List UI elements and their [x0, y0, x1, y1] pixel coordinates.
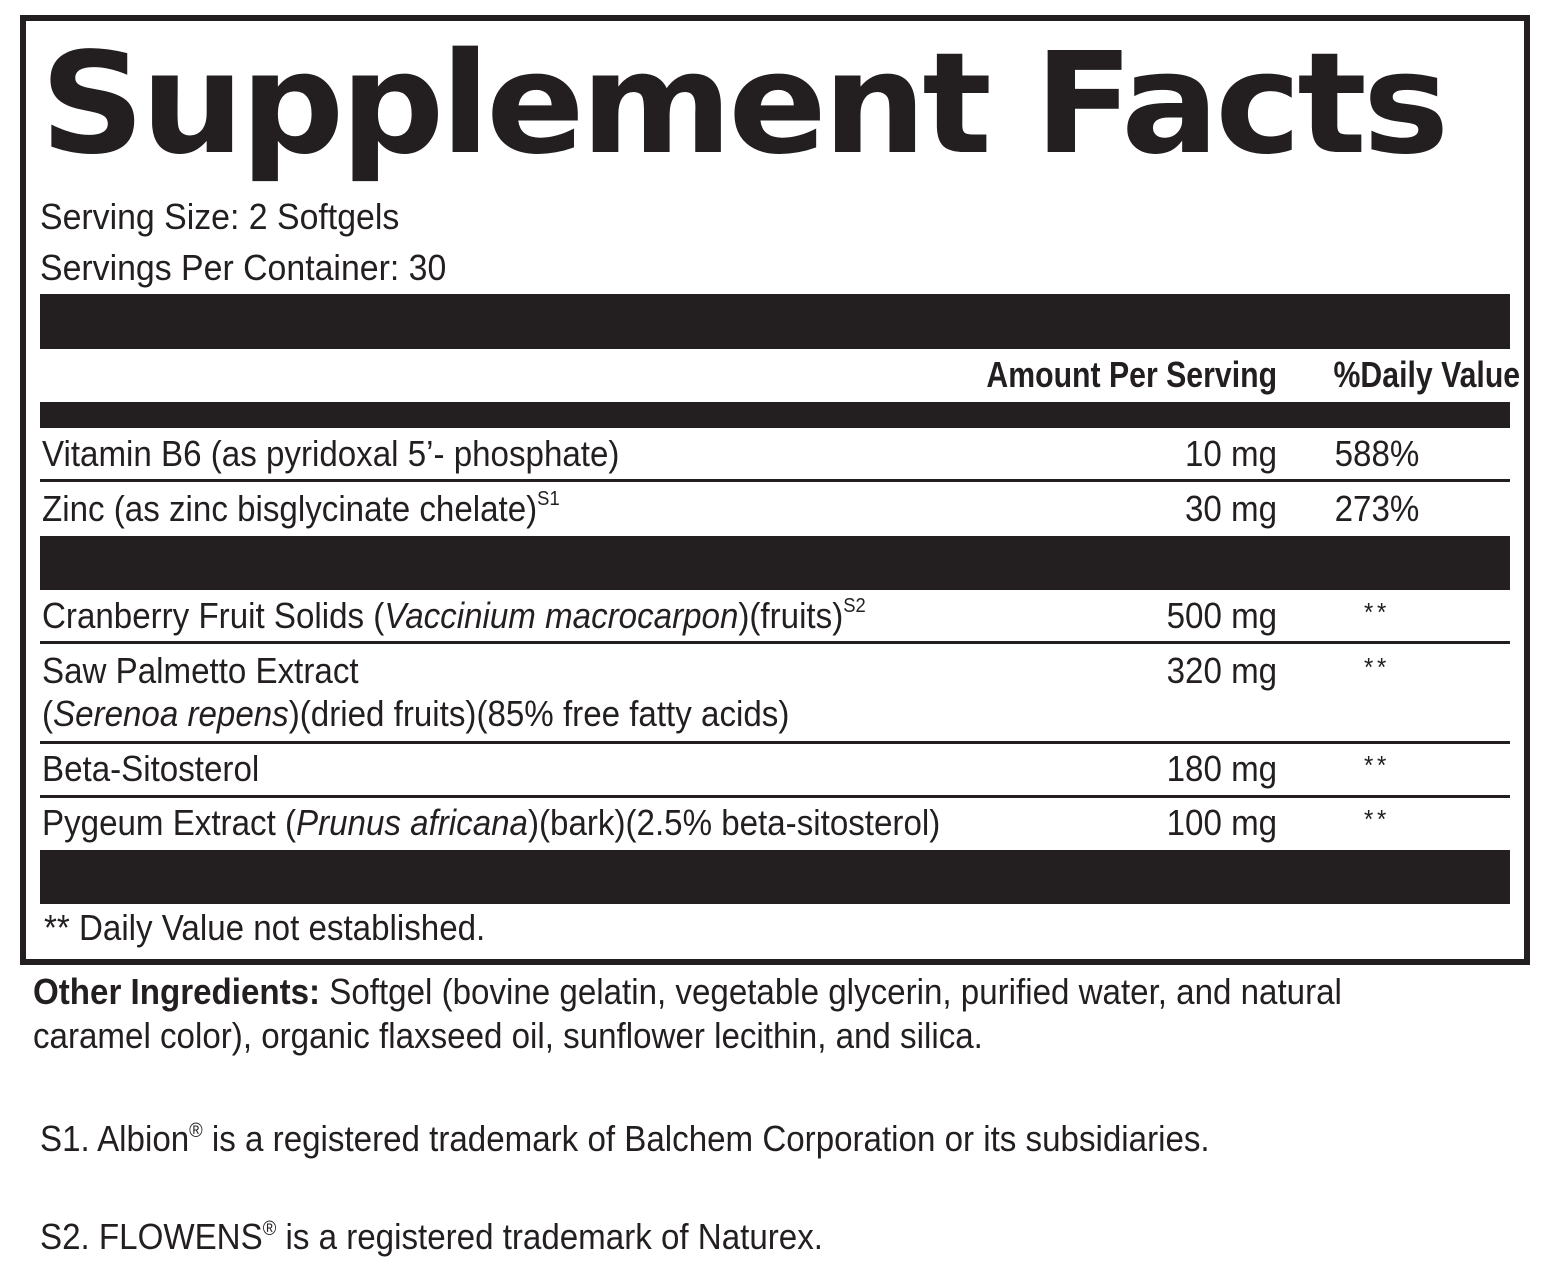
servings-per-container: Servings Per Container: 30 [40, 247, 447, 288]
ingredient-amount: 100 mg [1166, 802, 1277, 843]
thick-divider-bar [40, 850, 1510, 904]
row-divider [40, 479, 1510, 482]
footnote-marker: S2 [843, 595, 866, 617]
daily-value-header: %Daily Value [1333, 354, 1520, 395]
row-divider [40, 741, 1510, 744]
thick-divider-bar [40, 294, 1510, 349]
amount-per-serving-header: Amount Per Serving [986, 354, 1277, 395]
ingredient-name: Saw Palmetto Extract [42, 650, 359, 691]
ingredient-amount: 500 mg [1166, 595, 1277, 636]
panel-title: Supplement Facts [40, 23, 1446, 186]
ingredient-name-continued: (Serenoa repens)(dried fruits)(85% free fatty acids) [42, 693, 790, 734]
nutrient-amount: 30 mg [1184, 488, 1277, 529]
other-ingredients-label: Other Ingredients: [33, 971, 321, 1012]
trademark-note-s2: S2. FLOWENS® is a registered trademark of Naturex. [40, 1216, 823, 1257]
row-divider [40, 641, 1510, 644]
ingredient-daily-value: ** [1364, 804, 1390, 834]
trademark-note-s1: S1. Albion® is a registered trademark of Balchem Corporation or its subsidiaries. [40, 1118, 1210, 1159]
daily-value-footnote: ** Daily Value not established. [44, 907, 486, 948]
nutrient-name: Zinc (as zinc bisglycinate chelate)$^{S1}$ [42, 488, 560, 529]
medium-divider-bar [40, 402, 1510, 428]
ingredient-daily-value: ** [1364, 750, 1390, 780]
ingredient-name: Pygeum Extract (Prunus africana)(bark)(2.5% beta-sitosterol) [42, 802, 941, 843]
nutrient-daily-value: 273% [1334, 488, 1420, 529]
row-divider [40, 795, 1510, 798]
other-ingredients-text: Softgel (bovine gelatin, vegetable glycerin, purified water, and natural caramel color), organic flaxseed oil, sunflower lecithin, and silica. [33, 971, 1342, 1056]
thick-divider-bar [40, 536, 1510, 590]
ingredient-amount: 320 mg [1166, 650, 1277, 691]
supplement-facts-panel [20, 15, 1530, 965]
ingredient-amount: 180 mg [1166, 748, 1277, 789]
nutrient-name: Vitamin B6 (as pyridoxal 5’- phosphate) [42, 433, 620, 474]
ingredient-daily-value: ** [1364, 597, 1390, 627]
ingredient-name: Cranberry Fruit Solids (Vaccinium macrocarpon)(fruits)$^{S2}$ [42, 595, 866, 636]
ingredient-name: Beta-Sitosterol [42, 748, 260, 789]
serving-size: Serving Size: 2 Softgels [40, 196, 400, 237]
nutrient-amount: 10 mg [1184, 433, 1277, 474]
other-ingredients [33, 970, 1468, 1058]
nutrient-daily-value: 588% [1334, 433, 1420, 474]
ingredient-daily-value: ** [1364, 652, 1390, 682]
footnote-marker: S1 [537, 488, 560, 510]
